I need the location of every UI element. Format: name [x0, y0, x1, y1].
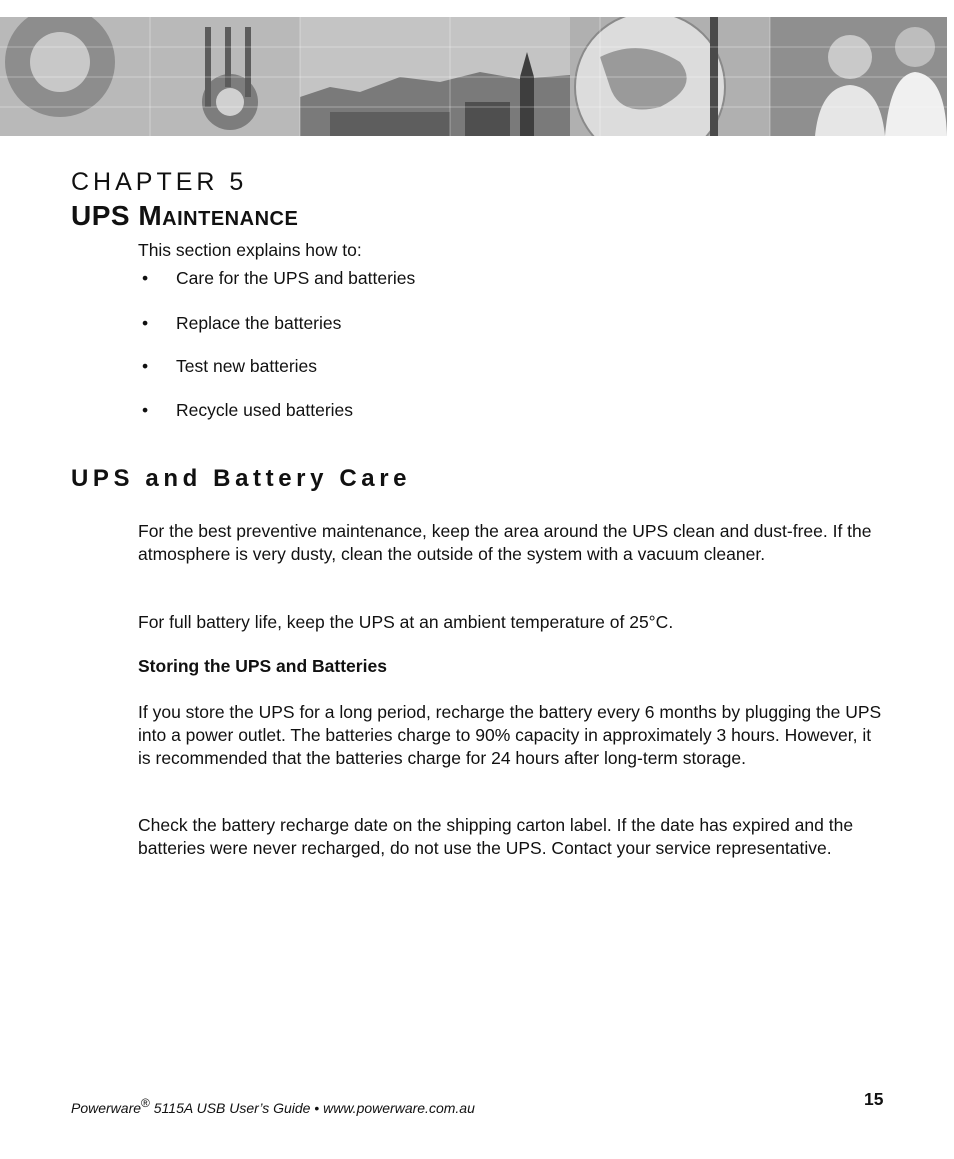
- bullet-icon: •: [142, 268, 149, 288]
- footer-guide-info: [71, 1096, 475, 1116]
- intro-text: This section explains how to:: [138, 240, 362, 260]
- bullet-icon: •: [142, 356, 149, 376]
- footer-brand: Powerware: [71, 1100, 142, 1116]
- paragraph-storage: If you store the UPS for a long period, recharge the battery every 6 months by plugging the UPS into a power outlet. The batteries charge to 90% capacity in approximately 3 hours. However, it is recommended that the batteries charge for 24 hours after long-term storage.: [138, 702, 882, 768]
- page-number: 15: [864, 1089, 884, 1109]
- banner-collage-graphic: [0, 17, 947, 136]
- paragraph-temperature: For full battery life, keep the UPS at an ambient temperature of 25°C.: [138, 612, 674, 632]
- footer-website-link[interactable]: www.powerware.com.au: [323, 1100, 475, 1116]
- header-banner-image: [0, 17, 947, 136]
- footer-separator: •: [314, 1100, 320, 1116]
- paragraph-recharge-date: Check the battery recharge date on the shipping carton label. If the date has expired and the batteries were never recharged, do not use the UPS. Contact your service representative.: [138, 815, 854, 858]
- paragraph-maintenance: For the best preventive maintenance, keep the area around the UPS clean and dust-free. If the atmosphere is very dusty, clean the outside of the system with a vacuum cleaner.: [138, 521, 872, 564]
- list-item-text: Recycle used batteries: [176, 400, 354, 420]
- registered-mark: ®: [141, 1096, 150, 1110]
- bullet-icon: •: [142, 400, 149, 420]
- bullet-icon: •: [142, 313, 149, 333]
- list-item-text: Care for the UPS and batteries: [176, 268, 416, 288]
- chapter-number-label: CHAPTER 5: [71, 168, 248, 196]
- chapter-title: UPS Maintenance: [71, 200, 299, 231]
- subsection-heading: Storing the UPS and Batteries: [138, 656, 387, 676]
- list-item-text: Replace the batteries: [176, 313, 342, 333]
- footer-guide-title: 5115A USB User’s Guide: [149, 1100, 311, 1116]
- section-heading: UPS and Battery Care: [71, 465, 412, 492]
- list-item-text: Test new batteries: [176, 356, 318, 376]
